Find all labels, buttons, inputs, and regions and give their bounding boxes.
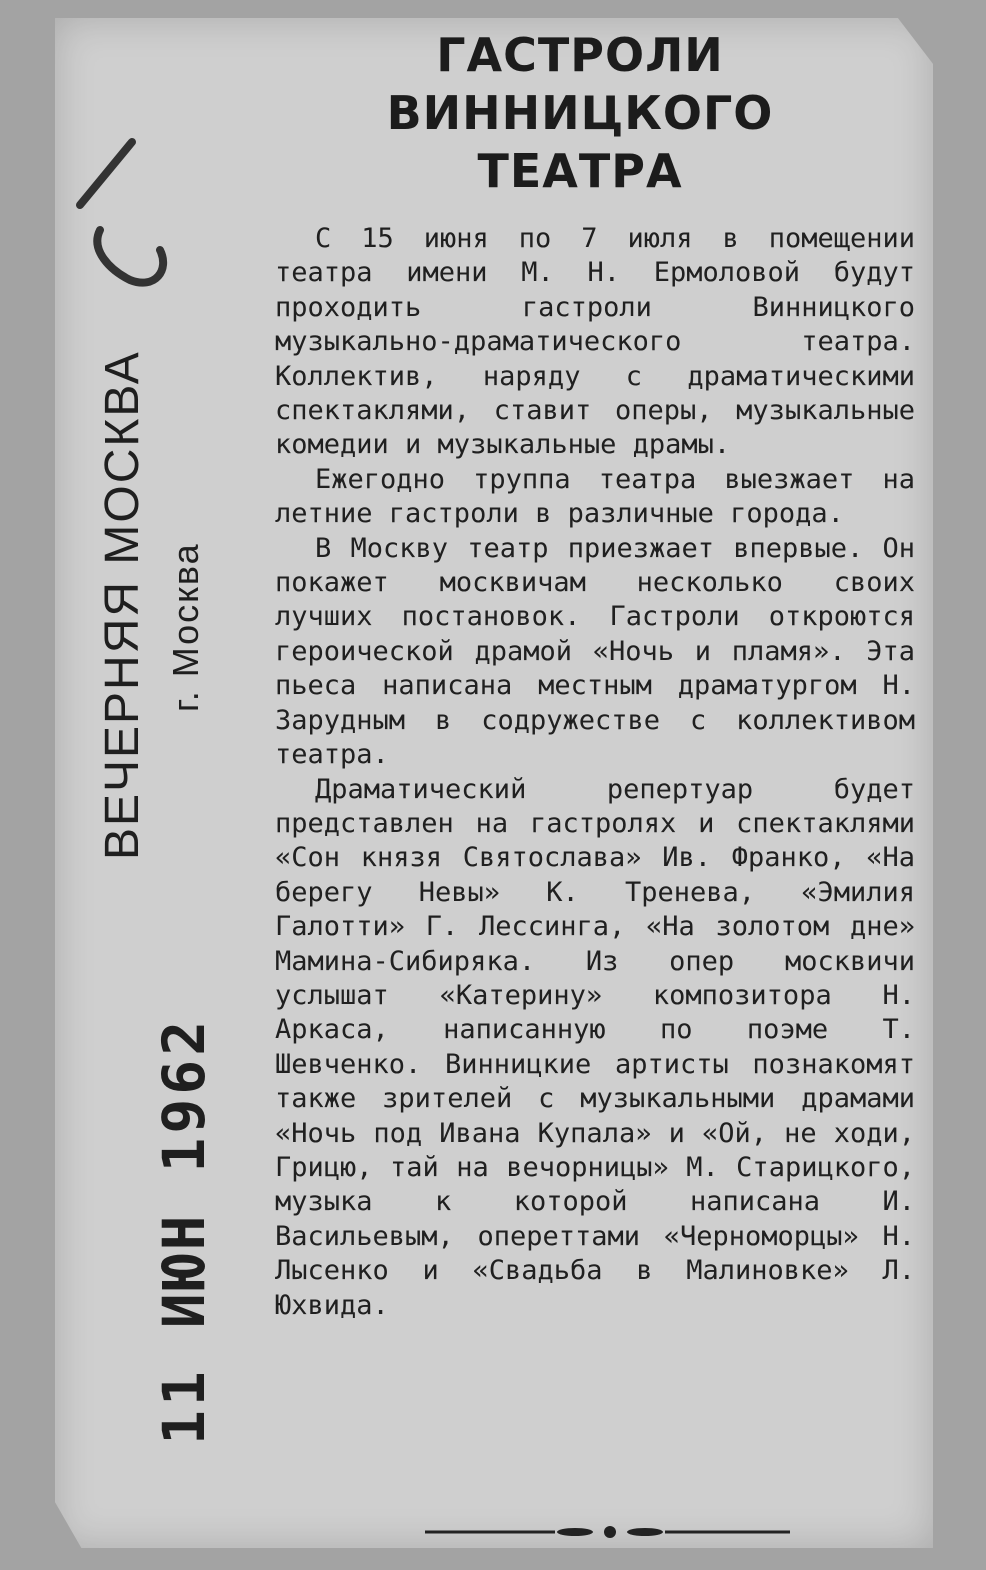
pencil-mark (70, 130, 180, 300)
headline-line: ВИННИЦКОГО (386, 86, 774, 140)
city-stamp: г. Москва (165, 542, 206, 712)
newspaper-name-stamp: ВЕЧЕРНЯЯ МОСКВА (96, 350, 149, 860)
headline-line: ГАСТРОЛИ (436, 28, 724, 82)
headline-line: ТЕАТРА (477, 144, 683, 198)
article-body (275, 222, 915, 1323)
date-stamp: 11 ИЮН 1962 (150, 1016, 218, 1445)
article-paragraph: С 15 июня по 7 июля в помещении театра имени М. Н. Ермоловой будут проходить гастроли Винницкого музыкально-драматического театра. Коллектив, наряду с драматическими спектаклями, ставит оперы, музыкальные комедии и музыкальные драмы. (275, 223, 915, 461)
article-paragraph: Драматический репертуар будет представлен на гастролях и спектаклями «Сон князя Святослава» Ив. Франко, «На берегу Невы» К. Тренева, «Эмилия Галотти» Г. Лессинга, «На золотом дне» Мамина-Сибиряка. Из опер москвичи услышат «Катерину» композитора Н. Аркаса, написанную по поэме Т. Шевченко. Винницкие артисты познакомят также зрителей с музыкальными драмами «Ночь под Ивана Купала» и «Ой, не ходи, Грицю, тай на вечорницы» М. Старицкого, музыка к которой написана И. Васильевым, опереттами «Черноморцы» Н. Лысенко и «Свадьба в Малиновке» Л. Юхвида. (275, 773, 915, 1321)
end-divider (425, 1520, 795, 1544)
article-paragraph: Ежегодно труппа театра выезжает на летние гастроли в различные города. (275, 463, 915, 530)
article-headline (360, 26, 800, 200)
article-paragraph: В Москву театр приезжает впервые. Он покажет москвичам несколько своих лучших постановок. Гастроли откроются героической драмой «Ночь и пламя». Эта пьеса написана местным драматургом Н. Зарудным в содружестве с коллективом театра. (275, 532, 915, 771)
